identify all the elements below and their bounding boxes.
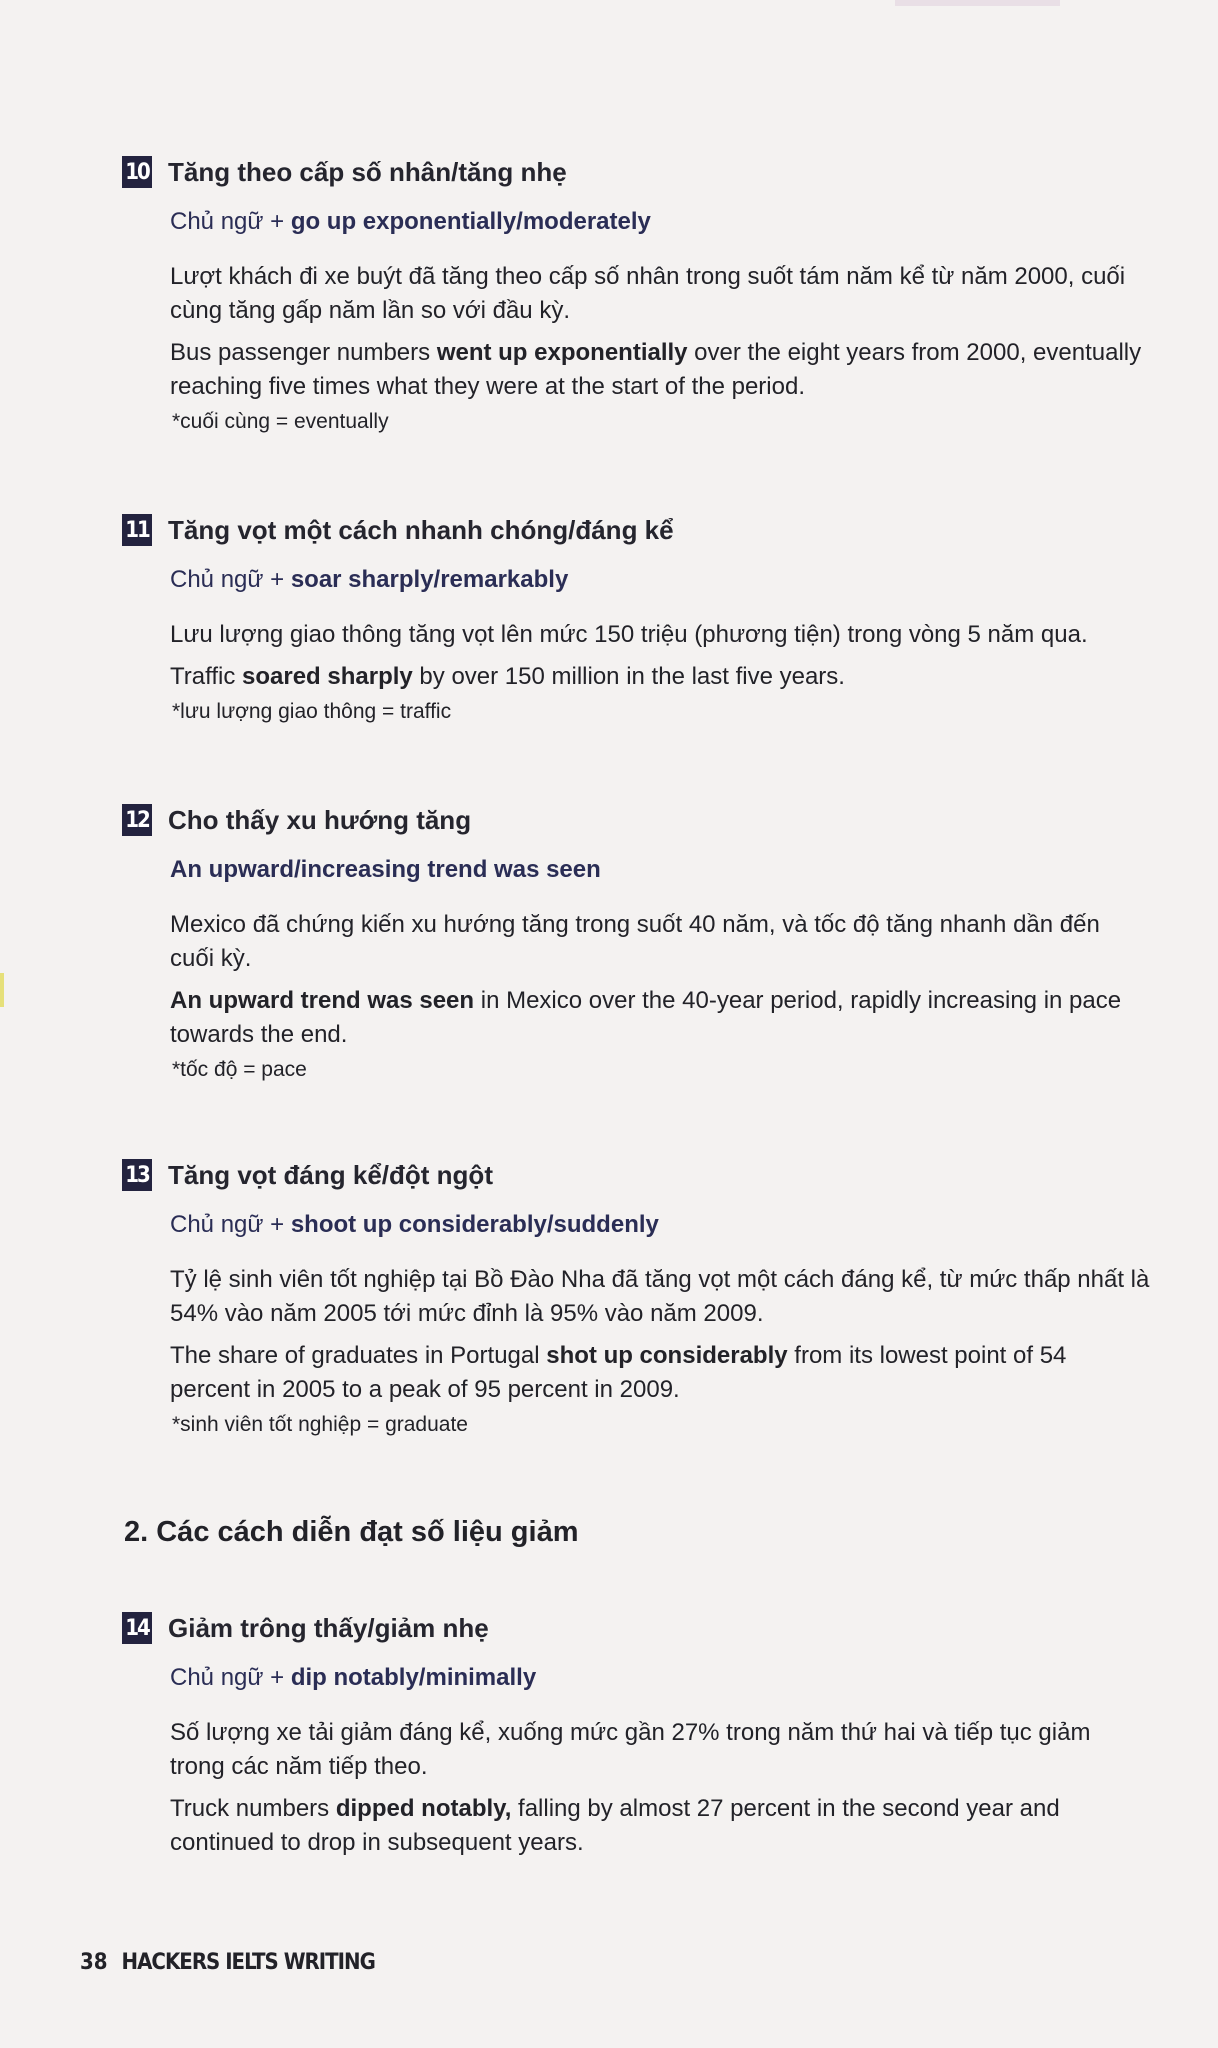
entry-12 xyxy=(122,800,1152,1082)
formula-subject: Chủ ngữ + xyxy=(170,1211,285,1238)
edge-highlight-mark xyxy=(0,973,4,1007)
english-example-pre: Traffic xyxy=(170,663,243,690)
entry-formula xyxy=(170,1664,1152,1692)
vocab-note: *tốc độ = pace xyxy=(172,1058,307,1081)
english-example-post: falling by almost 27 percent in the second year and continued to drop in subsequent years. xyxy=(170,1795,1060,1856)
entry-header xyxy=(122,1608,1152,1648)
english-example-key-phrase: soared sharply xyxy=(242,663,413,690)
english-example-key-phrase: shot up considerably xyxy=(546,1342,788,1369)
formula-subject: Chủ ngữ + xyxy=(170,208,285,235)
entry-header xyxy=(122,510,1152,550)
entry-title: Tăng vọt một cách nhanh chóng/đáng kể xyxy=(168,514,674,545)
entry-formula xyxy=(170,208,1152,236)
page-tab-decoration xyxy=(895,0,1060,6)
entry-formula xyxy=(170,1211,1152,1239)
entry-11 xyxy=(122,510,1152,724)
vietnamese-example: Số lượng xe tải giảm đáng kể, xuống mức gần 27% trong năm thứ hai và tiếp tục giảm trong các năm tiếp theo. xyxy=(170,1719,1091,1780)
entry-header xyxy=(122,1155,1152,1195)
entry-number-badge: 10 xyxy=(122,156,152,188)
formula-phrase: dip notably/minimally xyxy=(290,1664,537,1691)
formula-phrase: go up exponentially/moderately xyxy=(290,208,651,235)
entry-14 xyxy=(122,1608,1152,1860)
vietnamese-example: Lượt khách đi xe buýt đã tăng theo cấp số nhân trong suốt tám năm kể từ năm 2000, cuối cùng tăng gấp năm lần so với đầu kỳ. xyxy=(170,263,1126,324)
vietnamese-example: Lưu lượng giao thông tăng vọt lên mức 150 triệu (phương tiện) trong vòng 5 năm qua. xyxy=(170,621,1088,648)
vietnamese-example: Mexico đã chứng kiến xu hướng tăng trong suốt 40 năm, và tốc độ tăng nhanh dần đến cuối kỳ. xyxy=(170,911,1100,972)
entry-number-badge: 14 xyxy=(122,1612,152,1644)
book-title: HACKERS IELTS WRITING xyxy=(121,1950,375,1975)
english-example-key-phrase: An upward trend was seen xyxy=(170,987,475,1014)
entry-header xyxy=(122,800,1152,840)
english-example-post: in Mexico over the 40-year period, rapidly increasing in pace towards the end. xyxy=(170,987,1122,1048)
vietnamese-example: Tỷ lệ sinh viên tốt nghiệp tại Bồ Đào Nha đã tăng vọt một cách đáng kể, từ mức thấp nhất là 54% vào năm 2005 tới mức đỉnh là 95% vào năm 2009. xyxy=(170,1266,1150,1327)
entry-title: Giảm trông thấy/giảm nhẹ xyxy=(168,1612,489,1643)
entry-number-badge: 12 xyxy=(122,804,152,836)
english-example-post: from its lowest point of 54 percent in 2005 to a peak of 95 percent in 2009. xyxy=(170,1342,1067,1403)
formula-subject: Chủ ngữ + xyxy=(170,566,285,593)
english-example-pre: Bus passenger numbers xyxy=(170,339,437,366)
english-example xyxy=(170,984,1150,1052)
entry-title: Tăng theo cấp số nhân/tăng nhẹ xyxy=(168,156,567,187)
english-example-post: by over 150 million in the last five years. xyxy=(412,663,845,690)
formula-phrase: soar sharply/remarkably xyxy=(290,566,569,593)
vocab-note: *cuối cùng = eventually xyxy=(172,410,389,433)
entry-header xyxy=(122,152,1152,192)
english-example xyxy=(170,336,1150,404)
vocab-note: *lưu lượng giao thông = traffic xyxy=(172,700,452,723)
entry-number-badge: 11 xyxy=(122,514,152,546)
page-number: 38 xyxy=(80,1950,108,1975)
formula-phrase: An upward/increasing trend was seen xyxy=(170,856,601,883)
entry-title: Cho thấy xu hướng tăng xyxy=(168,804,472,835)
english-example xyxy=(170,660,1150,694)
formula-subject: Chủ ngữ + xyxy=(170,1664,285,1691)
page-footer xyxy=(80,1950,375,1975)
entry-13 xyxy=(122,1155,1152,1437)
entry-formula xyxy=(170,856,1152,884)
entry-10 xyxy=(122,152,1152,434)
english-example-post: over the eight years from 2000, eventually reaching five times what they were at the start of the period. xyxy=(170,339,1142,400)
english-example xyxy=(170,1792,1150,1860)
formula-phrase: shoot up considerably/suddenly xyxy=(290,1211,659,1238)
english-example-pre: Truck numbers xyxy=(170,1795,336,1822)
vocab-note: *sinh viên tốt nghiệp = graduate xyxy=(172,1413,468,1436)
english-example-key-phrase: dipped notably, xyxy=(335,1795,512,1822)
english-example xyxy=(170,1339,1150,1407)
english-example-key-phrase: went up exponentially xyxy=(436,339,688,366)
entry-formula xyxy=(170,566,1152,594)
section-heading: 2. Các cách diễn đạt số liệu giảm xyxy=(124,1516,579,1548)
entry-title: Tăng vọt đáng kể/đột ngột xyxy=(168,1159,493,1190)
entry-number-badge: 13 xyxy=(122,1159,152,1191)
english-example-pre: The share of graduates in Portugal xyxy=(170,1342,547,1369)
